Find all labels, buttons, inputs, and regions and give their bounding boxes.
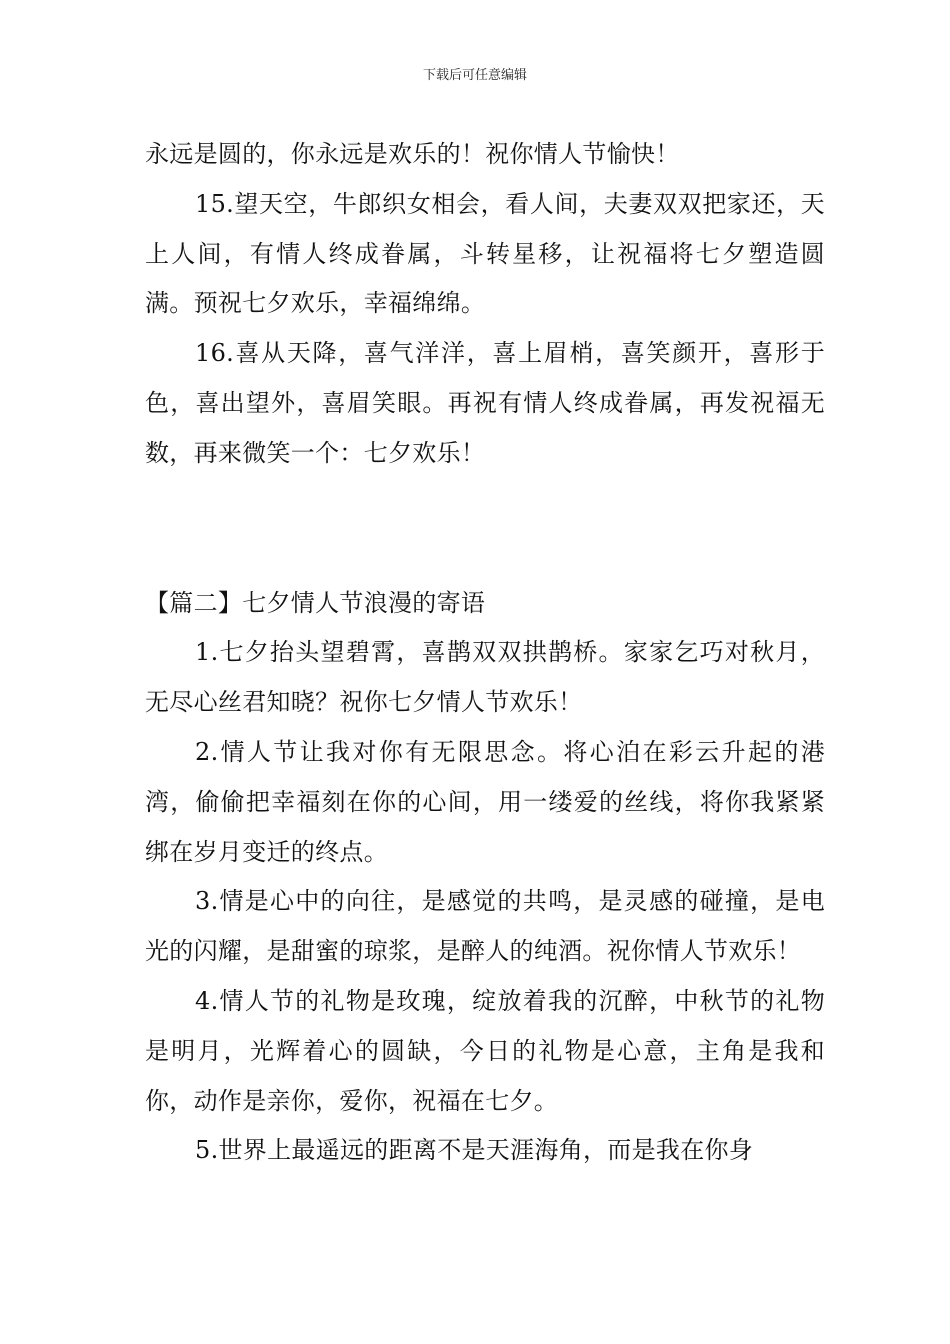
paragraph-continuation: 永远是圆的，你永远是欢乐的！祝你情人节愉快！ xyxy=(145,140,680,168)
paragraph-item-1: 1.七夕抬头望碧霄，喜鹊双双拱鹊桥。家家乞巧对秋月，无尽心丝君知晓？祝你七夕情人节欢乐！ xyxy=(145,638,825,717)
paragraph-item-3: 3.情是心中的向往，是感觉的共鸣，是灵感的碰撞，是电光的闪耀，是甜蜜的琼浆，是醉人的纯酒。祝你情人节欢乐！ xyxy=(145,887,825,966)
page-header: 下载后可任意编辑 xyxy=(422,68,527,83)
paragraph-item-16: 16.喜从天降，喜气洋洋，喜上眉梢，喜笑颜开，喜形于色，喜出望外，喜眉笑眼。再祝有情人终成眷属，再发祝福无数，再来微笑一个：七夕欢乐！ xyxy=(145,339,825,467)
document-body xyxy=(145,130,825,1176)
section-spacer xyxy=(145,479,825,579)
paragraph-item-5: 5.世界上最遥远的距离不是天涯海角，而是我在你身 xyxy=(195,1136,754,1165)
paragraph-item-4: 4.情人节的礼物是玫瑰，绽放着我的沉醉，中秋节的礼物是明月，光辉着心的圆缺，今日的礼物是心意，主角是我和你，动作是亲你，爱你，祝福在七夕。 xyxy=(145,986,825,1115)
paragraph-item-15: 15.望天空，牛郎织女相会，看人间，夫妻双双把家还，天上人间，有情人终成眷属，斗转星移，让祝福将七夕塑造圆满。预祝七夕欢乐，幸福绵绵。 xyxy=(145,189,825,318)
paragraph-item-2: 2.情人节让我对你有无限思念。将心泊在彩云升起的港湾，偷偷把幸福刻在你的心间，用一缕爱的丝线，将你我紧紧绑在岁月变迁的终点。 xyxy=(145,737,825,866)
section-title: 【篇二】七夕情人节浪漫的寄语 xyxy=(145,588,486,617)
